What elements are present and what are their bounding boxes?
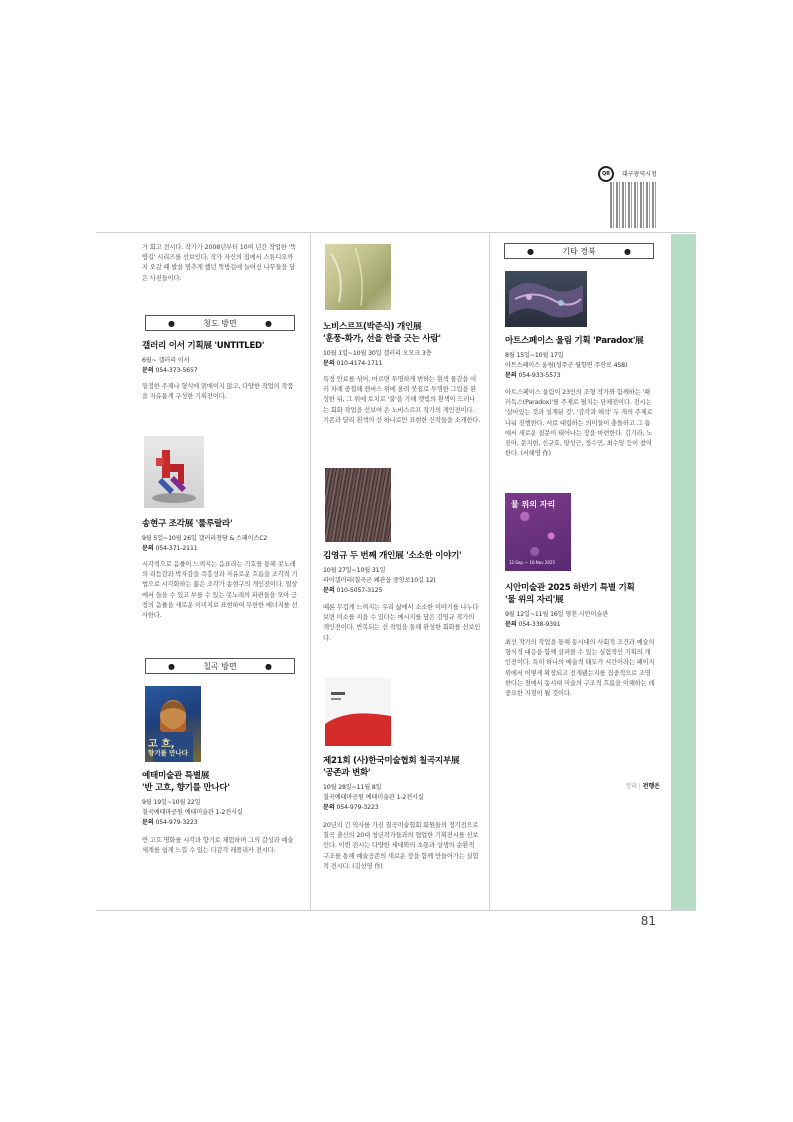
poster-title: 고 흐, [148,739,175,750]
sculpture-image [144,436,204,508]
event-place: 파이갤러리(칠곡군 왜관읍 중앙로10길 12) [323,577,436,584]
section-header-other: ● 기타 경북 ● [504,243,654,259]
event-title: 김영규 두 번째 개인展 '소소한 이야기' [323,551,462,561]
van-gogh-poster [145,686,201,762]
artwork-image [505,271,587,327]
event-date: 9월 19일~10월 22일 [142,799,201,806]
event-description: 20년의 긴 역사를 가진 칠곡미술협회 회원들의 정기전으로 칠곡 출신의 20대 청년작가들과의 협업한 기획전시를 선보인다. 이번 전시는 다양한 세대와의 소통과 상생의 순환적 구조를 통해 예술공존의 새로운 장을 함께 만들어가는 실험적 전시다. (김선영 作) [323,822,479,870]
event-description: 특정 안료를 섞어, 마르면 투명하게 변하는 흰색 물감을 여러 차례 중첩해 캔버스 위에 올려 붓질로 투명한 그림을 완성한 뒤, 그 위에 토치로 '불'을 가해 캣빛의 흰색이 드러나는 회화 작업을 선보여 온 노비스르프 작가의 개인전이다. 기존과 달리 흰색의 선 하나로만 표현한 신작들을 소개한다. [323,376,481,424]
event-description: 반 고흐 명화를 시각과 향기로 체험하며 그의 감성과 예술세계를 쉽게 느낄 수 있는 다감각 레플리카 전시다. [142,837,294,855]
accent-band [671,234,696,910]
event-place: 아트스페이스 울림(성주군 월항면 주산로 458) [505,362,628,369]
intro-text: 가 회고 전시다. 작가가 2008년부터 10여 년간 작업한 '뚝방길' 시리즈를 선보인다. 작가 자신의 집에서 스튜디오까지 오갈 때 발을 멈추게 했던 뚝방길에 늘어선 나무들을 담은 사진들이다. [142,244,297,282]
event-title: 송현구 조각展 '룰루랄라' [142,519,233,529]
event-inquiry: 문의 054-338-9391 [505,621,561,628]
event-title: 예태미술관 특별展 '반 고흐, 향기를 만나다' [142,771,230,793]
event-inquiry: 문의 010-4174-1711 [323,360,383,367]
poster-date: 12.Sep — 16.Nov 2025 [509,560,556,565]
bullet-icon: ● [168,318,175,328]
event-date: 9월 12일~11월 16일 영천 시안미술관 [505,611,608,618]
event-title: 시안미술관 2025 하반기 특별 기획 '물 위의 자리'展 [505,583,635,605]
poster-title: 물 위의 자리 [511,500,556,509]
event-description: 때론 무겁게 느껴지는 우리 삶에서 소소한 이야기를 나누다 보면 미소를 지을 수 있다는 메시지를 담은 김영규 작가의 개인전이다. 반복되는 선 작업을 통해 완성한 회화를 선보인다. [323,604,481,642]
event-inquiry: 문의 054-979-3223 [142,819,198,826]
event-place: 칠곡예태마공원 예태미술관 1-2전시실 [142,809,243,816]
artwork-image [325,678,391,746]
event-date: 10월 1일~10월 30일 갤러리 오모크 3층 [323,350,432,357]
event-date: 9월 5일~10월 26일 갤러리청담 & 스페이스C2 [142,535,268,542]
event-inquiry: 문의 054-373-5657 [142,367,198,374]
qr-label: 대구광역시청 [622,171,657,178]
artwork-image [325,244,391,310]
event-title: 노비스르프(박준식) 개인展 '훈풍-화가, 선을 한줄 긋는 사람' [323,322,441,344]
exhibition-poster [505,493,571,571]
event-description: 일정한 주제나 형식에 얽매이지 않고, 다양한 작업의 작품을 자유롭게 구성한 기획전이다. [142,383,294,401]
bullet-icon: ● [527,246,534,256]
event-inquiry: 문의 010-5057-3125 [323,587,383,594]
event-title: 갤러리 이서 기획展 'UNTITLED' [142,341,265,351]
event-inquiry: 문의 054-933-5573 [505,372,561,379]
event-inquiry: 문의 054-979-3223 [323,804,379,811]
event-date: 8월 15일~10월 17일 [505,352,564,359]
qr-badge [598,166,656,228]
event-title: 아트스페이스 울림 기획 'Paradox'展 [505,336,644,346]
qr-logo-icon: QR [598,166,614,182]
event-description: 최선 작가의 작업을 통해 동시대의 사회적 조건과 예술의 형식적 대응을 함께 살펴볼 수 있는 실험적인 기획의 개인전이다. 특히 하나의 예술적 태도가 시간이라는 페이지 위에서 어떻게 확장되고 전개됐는지를 집중적으로 조명한다는 점에서 동시대 미술의 구조적 흐름을 이해하는 데 중요한 지점이 될 것이다. [505,639,655,698]
event-date: 10월 28일~11월 8일 [323,784,382,791]
qr-code-icon[interactable] [610,182,656,228]
event-inquiry: 문의 054-371-2111 [142,545,198,552]
event-date: 10월 27일~10월 31일 [323,567,386,574]
poster-subtitle: 향기를 만나다 [148,749,188,757]
column-divider [310,232,311,910]
bullet-icon: ● [624,246,631,256]
page-number: 81 [640,914,656,928]
bottom-rule [96,910,696,911]
bullet-icon: ● [265,661,272,671]
event-place: 칠곡예태마공원 예태미술관 1-2전시실 [323,794,424,801]
section-header-chilgok: ● 칠곡 방면 ● [145,658,295,674]
section-header-cheongdo: ● 청도 방면 ● [145,315,295,331]
column-divider [489,232,490,910]
top-rule [96,232,696,233]
event-description: 아트스페이스 울림이 23인의 조형 작가와 함께하는 '패러독스(Paradox)'를 주제로 펼치는 단체전이다. 전시는 '살아있는 것과 설계된 것', '감각과 해석' 두 개의 주제로 나눠 진행한다. 서로 대립하는 의미들이 충돌하고 그 틈에서 새로운 질문이 태어나는 장을 마련한다. 김기라, 노진아, 문지현, 신규호, 양성근, 정수민, 최수앙 등이 참여한다. (서혜영 作) [505,389,653,458]
bullet-icon: ● [168,661,175,671]
bullet-icon: ● [265,318,272,328]
event-date: 6월~ 갤러리 이서 [142,357,190,364]
editor-credit: 정리 | 전행은 [625,783,660,790]
event-description: 시각적으로 음률이 느껴지는 음표라는 기호를 통해 콧노래의 리듬감과 박자감을 즉흥성과 자유로운 흐름을 조각적 기법으로 시각화하는 젊은 조각가 송현구의 개인전이다. 일상에서 들을 수 있고 부를 수 있는 콧노래의 파편들을 모아 긍정의 음률을 새로운 이미지로 표현하여 무한한 에너지를 선사한다. [142,561,298,620]
artwork-image [325,468,391,542]
event-title: 제21회 (사)한국미술협회 칠곡지부展 '공존과 변화' [323,756,460,778]
